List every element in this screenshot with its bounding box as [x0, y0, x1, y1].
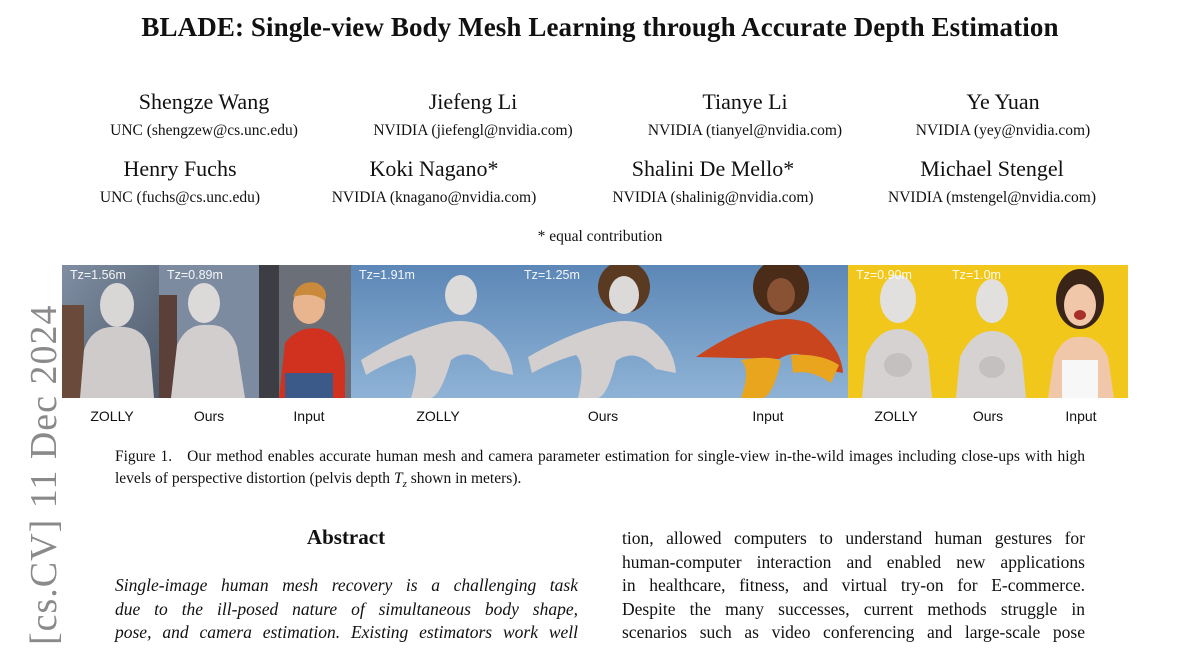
depth-label: Tz=1.25m — [524, 268, 580, 282]
author-block — [863, 89, 1143, 141]
figure-panel-input-3 — [1034, 265, 1128, 398]
intro-body — [622, 527, 1085, 645]
author-block — [573, 156, 853, 208]
caption-suffix: shown in meters). — [410, 470, 522, 487]
caption-text: Our method enables accurate human mesh and camera parameter estimation for single-view in-the-wild images including close-ups with high levels of perspective distortion (pelvis depth — [115, 448, 1086, 487]
depth-label: Tz=1.91m — [359, 268, 415, 282]
author-name: Jiefeng Li — [428, 89, 518, 114]
mesh-render-image — [351, 265, 516, 398]
figure-caption — [115, 446, 1085, 495]
panel-label: Ours — [972, 408, 1004, 424]
author-block — [64, 89, 344, 141]
figure-panel-ours-3 — [944, 265, 1034, 398]
mesh-render-image — [848, 265, 944, 398]
input-photo-image — [259, 265, 351, 398]
figure-panel-zolly-1 — [62, 265, 159, 398]
figure-panel-ours-1 — [159, 265, 259, 398]
author-block — [333, 89, 613, 141]
mesh-render-image — [516, 265, 681, 398]
input-photo-image — [1034, 265, 1128, 398]
figure-panel-zolly-2 — [351, 265, 516, 398]
abstract-body — [115, 574, 578, 645]
teaser-figure — [62, 265, 1128, 398]
panel-label: Input — [293, 408, 325, 424]
figure-panel-input-1 — [259, 265, 351, 398]
author-affiliation: NVIDIA (shalinig@nvidia.com) — [612, 189, 814, 206]
author-block — [40, 156, 320, 208]
author-name: Shalini De Mello* — [631, 156, 795, 181]
abstract-line: due to the ill-posed nature of simultaneous body shape, — [115, 598, 578, 619]
intro-line: tion, allowed computers to understand human gestures for — [622, 528, 1085, 548]
author-name: Tianye Li — [702, 89, 788, 114]
equal-contribution-note: * equal contribution — [537, 228, 663, 245]
panel-label: Input — [752, 408, 784, 424]
panel-label: ZOLLY — [416, 408, 460, 424]
figure-panel-zolly-3 — [848, 265, 944, 398]
author-affiliation: NVIDIA (yey@nvidia.com) — [915, 122, 1091, 139]
author-affiliation: UNC (shengzew@cs.unc.edu) — [110, 122, 298, 139]
intro-line: scenarios such as video conferencing and large-scale pose — [622, 622, 1085, 642]
arxiv-sidebar-stamp: [cs.CV] 11 Dec 2024 — [23, 304, 65, 645]
figure-panel-input-2 — [681, 265, 848, 398]
intro-line: human-computer interaction and enabled new applications — [622, 551, 1085, 572]
author-affiliation: NVIDIA (knagano@nvidia.com) — [331, 189, 537, 206]
author-block — [852, 156, 1132, 208]
mesh-render-image — [159, 265, 259, 398]
author-affiliation: UNC (fuchs@cs.unc.edu) — [99, 189, 261, 206]
intro-line: Despite the many successes, current methods struggle in — [622, 598, 1085, 619]
author-block — [605, 89, 885, 141]
depth-label: Tz=0.90m — [856, 268, 912, 282]
intro-line: in healthcare, fitness, and virtual try-on for E-commerce. — [622, 575, 1085, 595]
abstract-line: pose, and camera estimation. Existing estimators work well — [115, 622, 578, 642]
input-photo-image — [681, 265, 848, 398]
depth-label: Tz=1.0m — [952, 268, 1001, 282]
panel-label: Ours — [193, 408, 225, 424]
depth-label: Tz=1.56m — [70, 268, 126, 282]
author-name: Shengze Wang — [138, 89, 270, 114]
author-name: Michael Stengel — [920, 156, 1064, 181]
mesh-render-image — [62, 265, 159, 398]
author-affiliation: NVIDIA (mstengel@nvidia.com) — [888, 189, 1096, 206]
caption-prefix: Figure 1. — [115, 448, 173, 465]
author-name: Koki Nagano* — [369, 156, 499, 181]
mesh-render-image — [944, 265, 1034, 398]
panel-label: Input — [1065, 408, 1097, 424]
panel-label: Ours — [587, 408, 619, 424]
abstract-line: Single-image human mesh recovery is a challenging task — [115, 575, 578, 595]
author-affiliation: NVIDIA (jiefengl@nvidia.com) — [373, 122, 573, 139]
depth-label: Tz=0.89m — [167, 268, 223, 282]
caption-subscript: z — [402, 478, 407, 491]
author-name: Henry Fuchs — [123, 156, 237, 181]
author-block — [294, 156, 574, 208]
author-affiliation: NVIDIA (tianyel@nvidia.com) — [647, 122, 843, 139]
panel-label: ZOLLY — [90, 408, 134, 424]
caption-symbol: T — [393, 470, 403, 487]
abstract-heading: Abstract — [306, 525, 386, 549]
paper-title: BLADE: Single-view Body Mesh Learning through Accurate Depth Estimation — [141, 12, 1059, 42]
figure-panel-ours-2 — [516, 265, 681, 398]
author-name: Ye Yuan — [966, 89, 1040, 114]
panel-label: ZOLLY — [874, 408, 918, 424]
